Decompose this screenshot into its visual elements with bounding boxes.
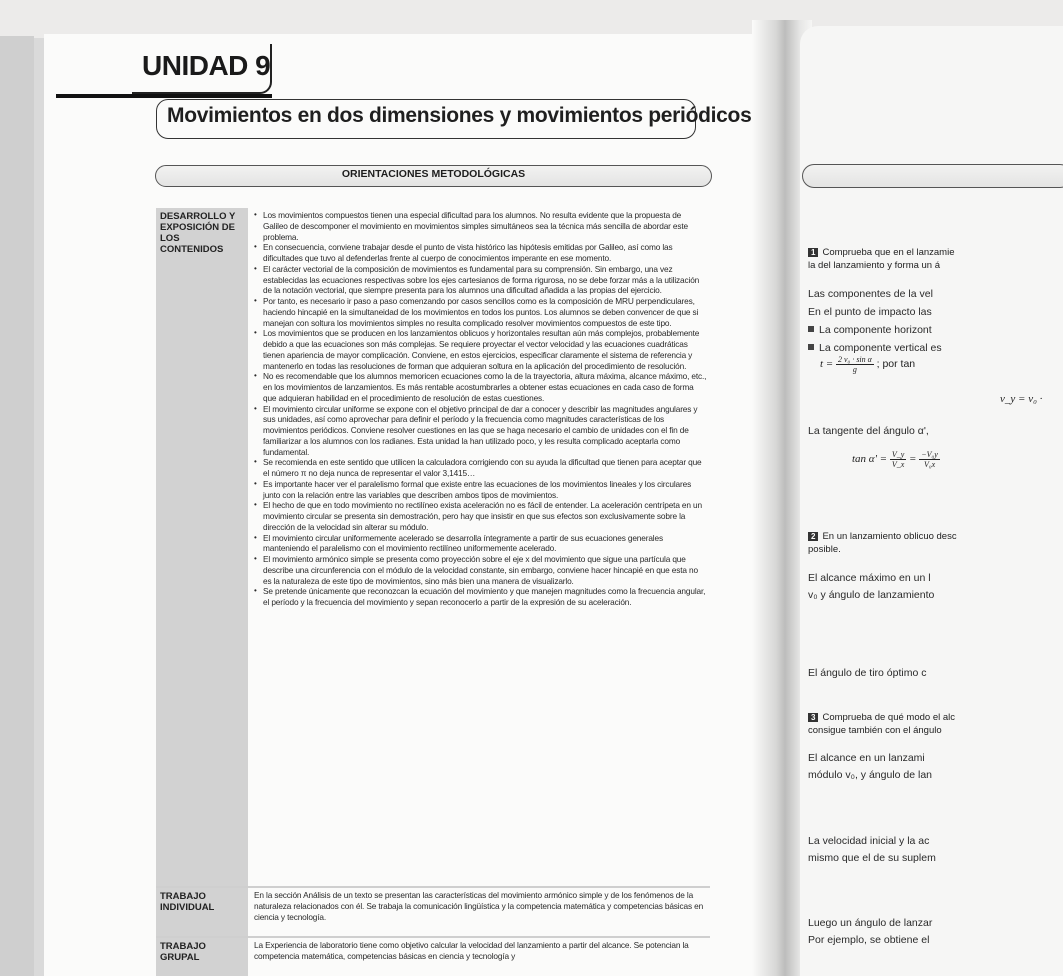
bullet-icon: •: [254, 328, 257, 338]
bullet-text: Los movimientos que se producen en los lanzamientos oblicuos y horizontales resultan aún más complejos, probablemente debido a que las ecuaciones son más complejas. Se requiere proyectar el vector velocidad y las ecuaciones cuadráticas tienen apariencia de mayor complicación. Conviene, en estos ejercicios, especificar claramente el sistema de referencia y mantenerlo en todas las resoluciones de forman que adquieran soltura en la aplicación del procedimiento de resolución.: [263, 328, 700, 371]
page-edge: [0, 36, 34, 976]
bullet-text: La componente vertical es: [819, 342, 942, 354]
paragraph: El ángulo de tiro óptimo c: [808, 667, 927, 679]
bullet-icon: [808, 344, 814, 350]
bullet-item: [254, 500, 707, 532]
denominator: V_x: [891, 460, 905, 469]
row-content: La Experiencia de laboratorio tiene como objetivo calcular la velocidad del lanzamiento a partir del alcance. Se potencian la competencia matemática, competencias básicas en ciencia y tecnología y: [254, 940, 689, 961]
question-text: En un lanzamiento oblicuo desc: [822, 531, 957, 542]
bullet-icon: •: [254, 296, 257, 305]
paragraph: Luego un ángulo de lanzar: [808, 917, 933, 929]
bullet-icon: •: [254, 500, 257, 510]
denominator: g: [852, 365, 857, 374]
numerator: V_y: [891, 450, 905, 459]
paragraph: La velocidad inicial y la ac: [808, 835, 930, 847]
bullet-item: [254, 371, 707, 403]
question-2-cont: posible.: [808, 544, 841, 555]
bullet-item: [254, 479, 707, 501]
table-row: [156, 208, 710, 886]
bullet-icon: •: [254, 586, 257, 596]
fraction: [890, 450, 906, 469]
bullet-icon: •: [254, 263, 257, 273]
bullet-icon: •: [254, 242, 257, 252]
bullet-text: El movimiento armónico simple se presenta como proyección sobre el eje x del movimiento que sigue una partícula que describe una circunferencia con el módulo de la velocidad constante, sin embargo, conviene hacer hincapié en que esta no es la naturaleza de este tipo de movimientos, sino más bien una manera de visualizarlo.: [263, 554, 698, 586]
paragraph: El alcance en un lanzami: [808, 752, 925, 764]
bullet-text: El movimiento circular uniforme se expone con el objetivo principal de dar a conocer y describir las magnitudes angulares y sus unidades, así como aprovechar para definir el período y la frecuencia como magnitudes características de los movimientos periódicos. Conviene resolver cuestiones en las que se haga necesario el cambio de unidades con el fin de familiarizar a los alumnos con los radianes. Esta unidad la han utilizado poco, y les resulta complicado aceptarla como fundamental.: [263, 403, 698, 457]
paragraph: La tangente del ángulo α',: [808, 425, 929, 437]
bullet-icon: •: [254, 210, 257, 219]
paragraph: v₀ y ángulo de lanzamiento: [808, 589, 935, 601]
formula-vy: v_y = v₀ ·: [1000, 393, 1043, 405]
bullet-icon: •: [254, 403, 257, 413]
denominator: V₀x: [923, 460, 936, 469]
row-label: DESARROLLO Y EXPOSICIÓN DE LOS CONTENIDOS: [156, 208, 248, 886]
formula-time: [820, 355, 915, 374]
paragraph: Por ejemplo, se obtiene el: [808, 934, 930, 946]
formula-part: t =: [820, 358, 834, 371]
bullet-text: La componente horizont: [819, 324, 932, 336]
bullet-item: [808, 324, 932, 336]
row-label: TRABAJO GRUPAL: [156, 938, 248, 976]
bullet-item: [254, 457, 707, 479]
bullet-text: Por tanto, es necesario ir paso a paso comenzando por casos sencillos como es la composición de MRU perpendiculares, haciendo hincapié en la simultaneidad de los movimientos en todos los puntos. Los alumnos se deben convencer de que si manejan con soltura los movimientos simples no resulta complicado resolver movimientos compuestos de este tipo.: [263, 296, 699, 328]
question-number: 3: [808, 713, 818, 722]
question-3-cont: consigue también con el ángulo: [808, 725, 942, 736]
page-edge-inner: [34, 38, 44, 976]
bullet-icon: •: [254, 554, 257, 563]
question-1-cont: la del lanzamiento y forma un á: [808, 260, 941, 271]
bullet-text: Se pretende únicamente que reconozcan la ecuación del movimiento y que manejen magnitudes como la frecuencia angular, el período y la frecuencia del movimiento y sepan reconocerlo a partir de la expresión de su aceleración.: [263, 586, 706, 607]
bullet-text: Es importante hacer ver el paralelismo formal que existe entre las ecuaciones de los movimientos lineales y los circulares junto con la relación entre las variables que describen ambos tipos de movimientos.: [263, 478, 692, 500]
bullet-text: En consecuencia, conviene trabajar desde el punto de vista histórico las hipótesis emitidas por Galileo, así como las dificultades que tuvo al defenderlas frente al cuerpo de conocimientos imperante en ese momento.: [263, 242, 673, 263]
question-1: [808, 247, 954, 258]
numerator: 2 v₀ · sin α: [837, 355, 872, 364]
paragraph: mismo que el de su suplem: [808, 852, 936, 864]
bullet-icon: •: [254, 478, 257, 488]
bullet-item: [254, 533, 707, 555]
question-number: 1: [808, 248, 818, 257]
bullet-item: [254, 404, 707, 458]
question-3: [808, 712, 955, 723]
row-content: En la sección Análisis de un texto se presentan las características del movimiento armónico simple y de los fenómenos de la naturaleza relacionados con él. Se trabaja la comunicación lingüística y la competencia matemática y competencias básicas en ciencia y tecnología.: [254, 890, 704, 922]
bullet-icon: •: [254, 457, 257, 467]
bullet-text: No es recomendable que los alumnos memoricen ecuaciones como la de la trayectoria, altura máxima, alcance máximo, etc., en los movimientos de lanzamientos. Es más rentable acostumbrarles a obtener estas ecuaciones en cada caso de forma que adquieran habilidad en el procedimiento de resolución de estas cuestiones.: [263, 371, 707, 403]
bullet-icon: [808, 326, 814, 332]
bullet-item: [254, 586, 707, 608]
row-content: [248, 208, 710, 886]
paragraph: El alcance máximo en un l: [808, 572, 931, 584]
fraction: [836, 355, 874, 374]
formula-part: tan α' =: [852, 453, 888, 466]
bullet-item: [254, 210, 707, 242]
fraction: [919, 450, 940, 469]
bullet-item: [808, 342, 942, 354]
paragraph: Las componentes de la vel: [808, 288, 933, 300]
bullet-text: Los movimientos compuestos tienen una especial dificultad para los alumnos. No resulta evidente que la propuesta de Galileo de descomponer el movimiento en movimientos simples simultáneos sea la técnica más sencilla de abordar este problema.: [263, 210, 689, 242]
bullet-text: El hecho de que en todo movimiento no rectilíneo exista aceleración no es fácil de entender. La aceleración centrípeta en un movimiento circular se presenta sin demostración, pero hay que insistir en que sus efectos son exclusivamente sobre la dirección de la velocidad sin alterar su módulo.: [263, 500, 702, 532]
bullet-icon: •: [254, 371, 257, 381]
bullet-text: Se recomienda en este sentido que utilicen la calculadora corrigiendo con su ayuda la dificultad que tienen para aceptar que el número π no deja nunca de representar el valor 3,1415…: [263, 457, 702, 478]
paragraph: módulo v₀, y ángulo de lan: [808, 769, 933, 781]
numerator: −V₀y: [921, 450, 938, 459]
table-row: [156, 936, 710, 976]
bullet-text: El carácter vectorial de la composición de movimientos es fundamental para su comprensión. Sin embargo, una vez establecidas las ecuaciones respectivas sobre los ejes cartesianos de forma rigurosa, no se debe forzar más a la utilización de la notación vectorial, que siempre presenta para los alumnos una dificultad añadida a las propias del ejercicio.: [263, 263, 700, 296]
bullet-item: [254, 264, 707, 296]
bullet-item: [254, 328, 707, 371]
question-2: [808, 531, 957, 542]
unit-title: UNIDAD 9: [142, 50, 271, 81]
section-heading: ORIENTACIONES METODOLÓGICAS: [341, 168, 526, 180]
table-row: [156, 886, 710, 936]
bullet-item: [254, 296, 707, 328]
question-text: Comprueba que en el lanzamie: [822, 247, 955, 258]
bullet-icon: •: [254, 532, 257, 542]
formula-part: ; por tan: [876, 358, 916, 371]
question-text: Comprueba de qué modo el alc: [822, 712, 956, 723]
bullet-item: [254, 242, 707, 264]
right-heading-pill: [802, 164, 1063, 188]
formula-tangent: tan α' = $\frac{V\_y}{V\_x}$ = $\frac{\text{−V₀y}}{\text{V₀x}}$: [852, 450, 938, 469]
methodology-table: [156, 208, 710, 976]
paragraph: En el punto de impacto las: [808, 306, 932, 318]
main-title: Movimientos en dos dimensiones y movimientos periódicos: [167, 104, 752, 127]
row-label: TRABAJO INDIVIDUAL: [156, 888, 248, 936]
bullet-text: El movimiento circular uniformemente acelerado se desarrolla íntegramente a partir de sus ecuaciones generales manteniendo el paralelismo con el movimiento rectilíneo uniformemente acelerado.: [263, 532, 663, 554]
bullet-item: [254, 554, 707, 586]
question-number: 2: [808, 532, 818, 541]
